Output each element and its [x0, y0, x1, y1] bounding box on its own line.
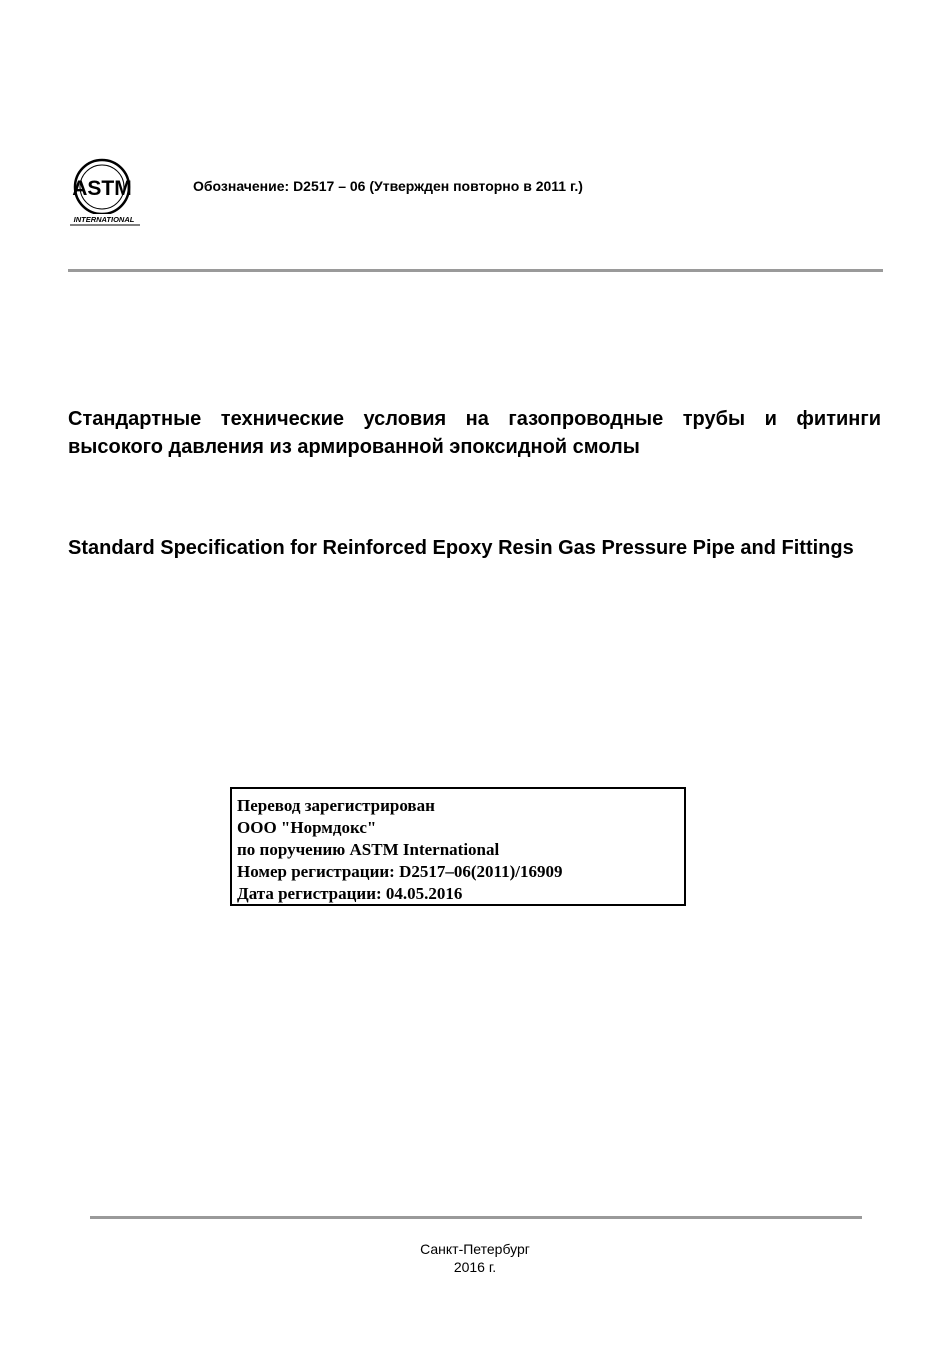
title-english: Standard Specification for Reinforced Epoxy Resin Gas Pressure Pipe and Fittings	[68, 537, 854, 559]
registration-box	[230, 787, 686, 906]
registration-line-company: ООО "Нормдокс"	[237, 818, 377, 837]
registration-line-status: Перевод зарегистрирован	[237, 796, 435, 815]
footer-year: 2016 г.	[453, 1259, 497, 1275]
title-russian: Стандартные технические условия на газопроводные трубы и фитинги высокого давления из армированной эпоксидной смолы	[68, 408, 881, 458]
footer	[0, 1240, 950, 1276]
registration-line-number: Номер регистрации: D2517–06(2011)/16909	[237, 862, 563, 881]
registration-line-commission: по поручению ASTM International	[237, 840, 500, 859]
logo-subtext: INTERNATIONAL	[73, 215, 135, 224]
registration-line-date: Дата регистрации: 04.05.2016	[237, 884, 463, 903]
header-divider	[68, 269, 883, 272]
footer-divider	[90, 1216, 862, 1219]
footer-city: Санкт-Петербург	[420, 1241, 530, 1257]
document-designation: Обозначение: D2517 – 06 (Утвержден повторно в 2011 г.)	[193, 178, 583, 194]
logo-mark-text: ASTM	[72, 177, 132, 200]
astm-logo	[66, 158, 146, 228]
